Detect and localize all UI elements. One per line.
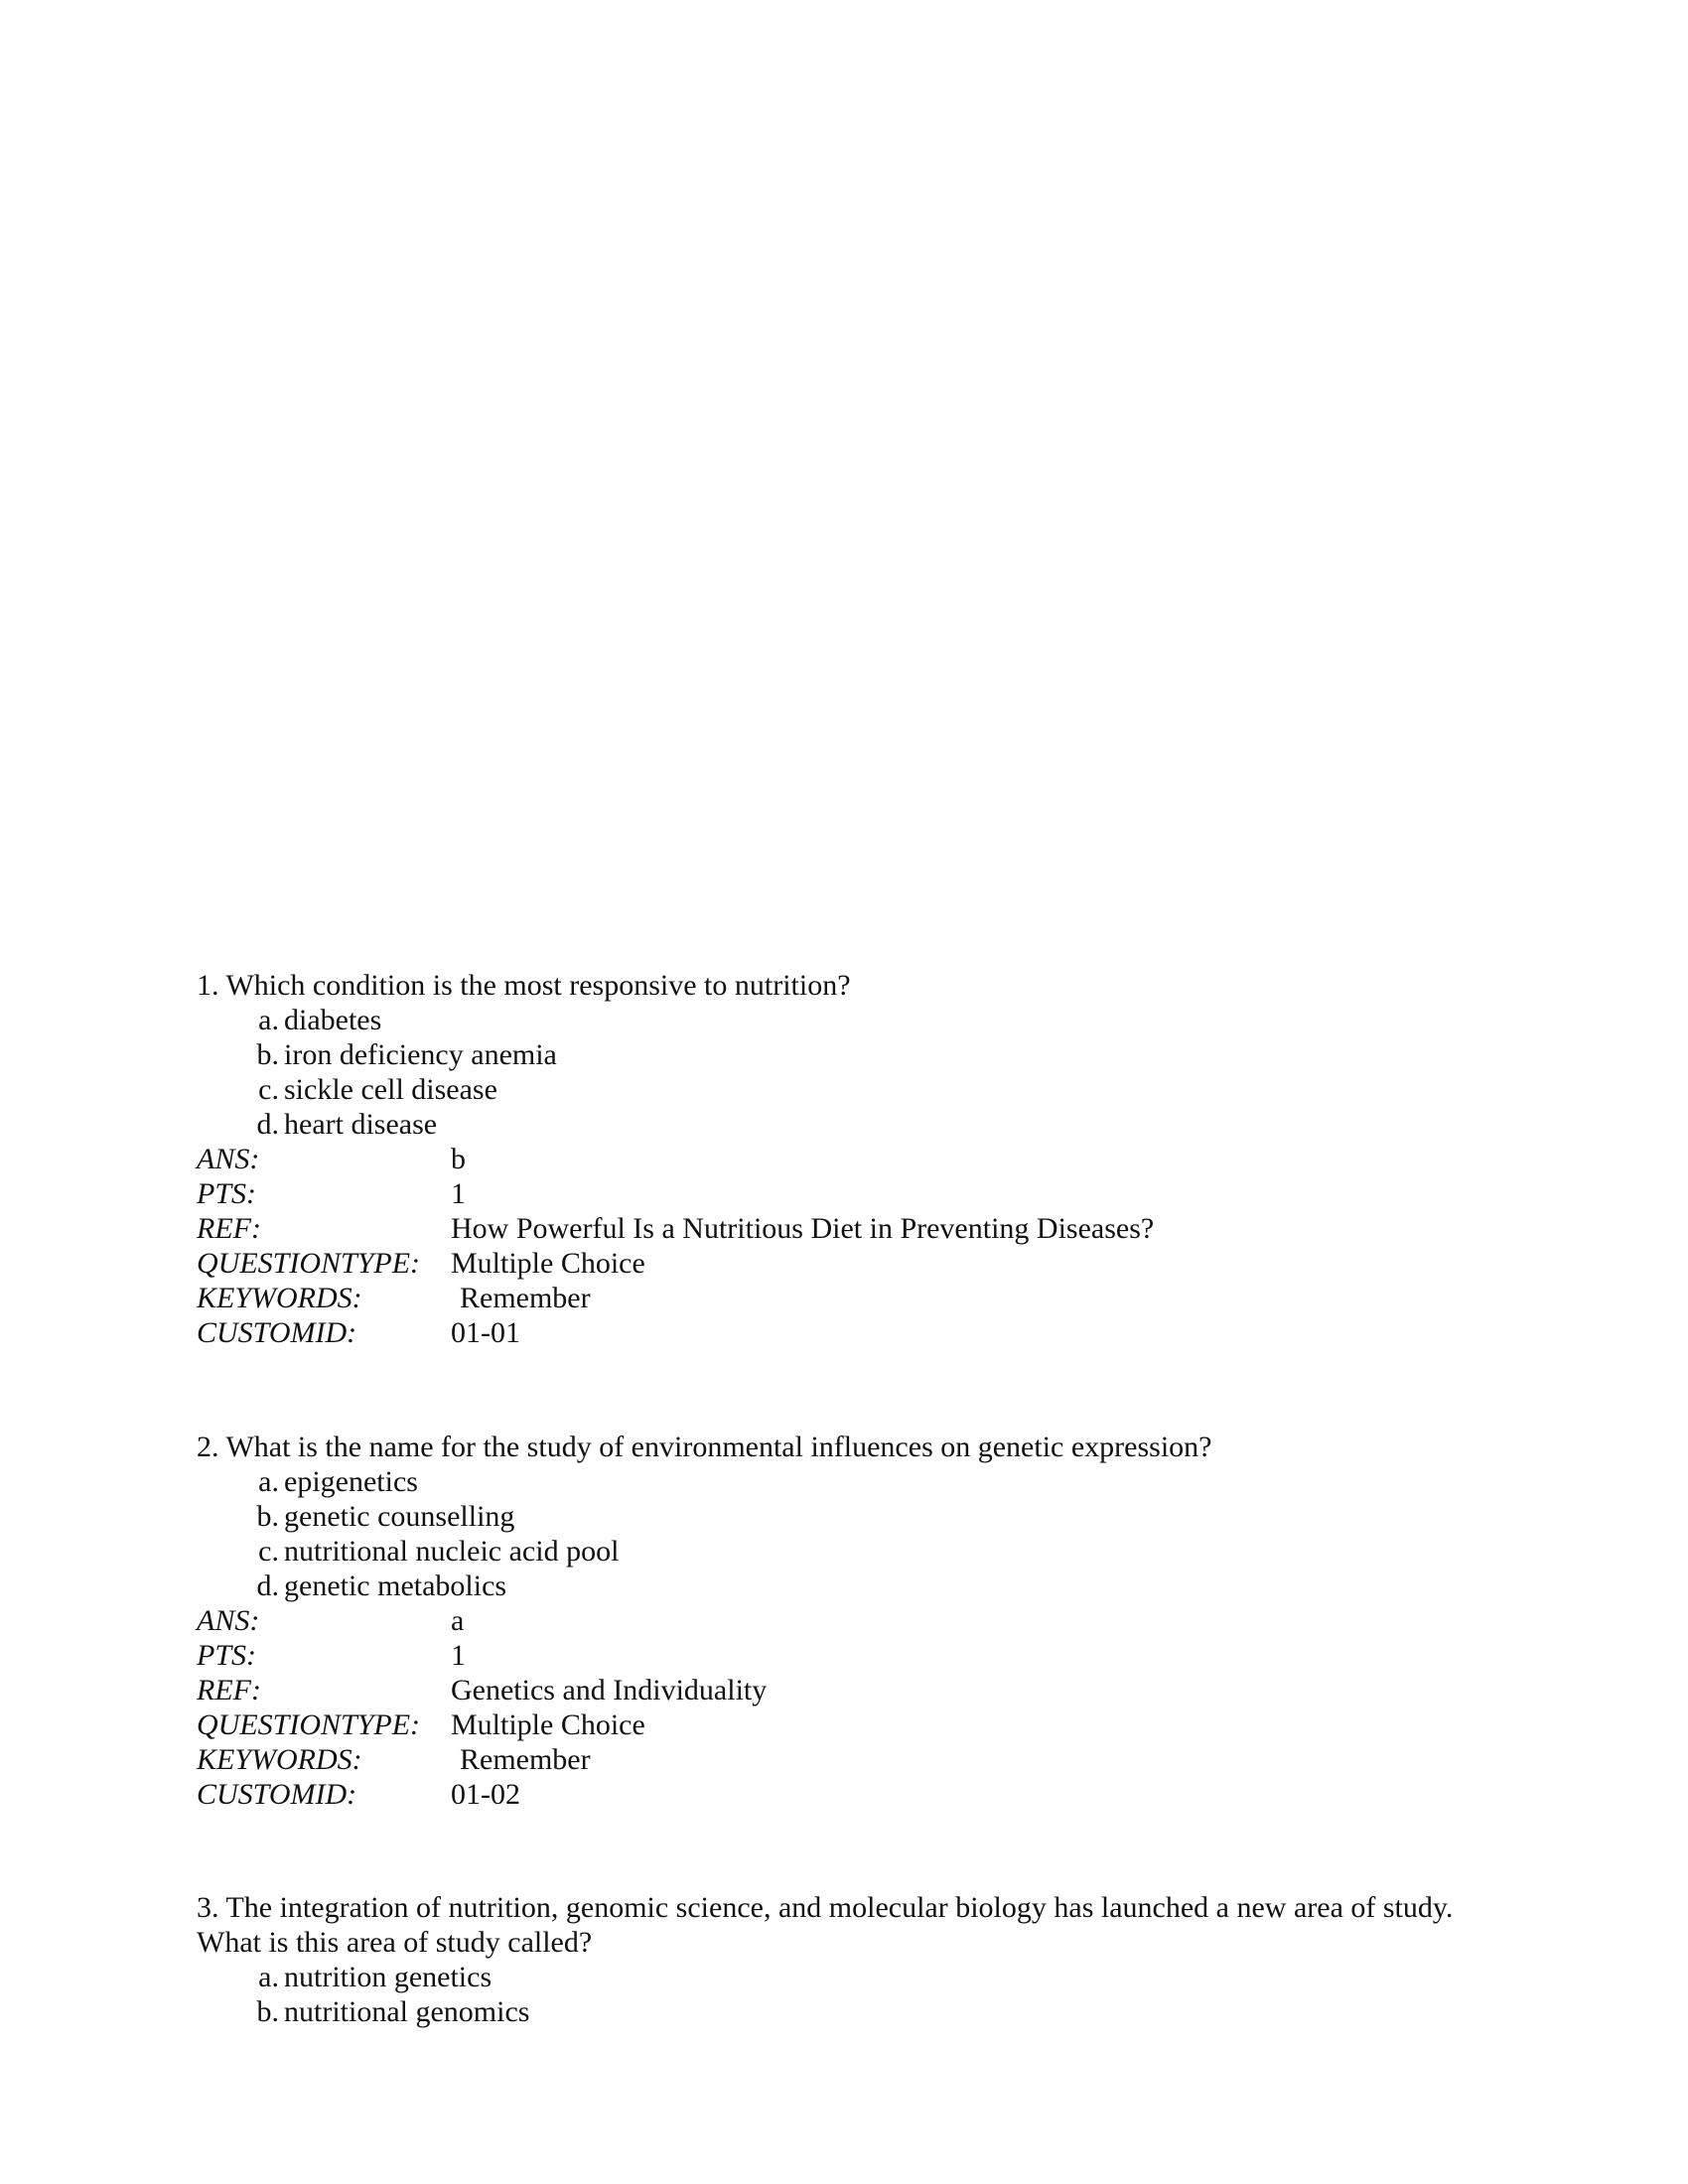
option-text: sickle cell disease (284, 1073, 497, 1106)
answer-option (197, 1003, 1507, 1037)
reference-row (197, 1211, 1507, 1246)
answer-row (197, 1142, 1507, 1176)
answer-option (197, 1072, 1507, 1107)
answer-value: a (451, 1604, 465, 1637)
question-type-row (197, 1707, 1507, 1742)
option-text: epigenetics (284, 1465, 418, 1498)
option-text: genetic metabolics (284, 1570, 507, 1602)
question-type-value: Multiple Choice (451, 1708, 645, 1741)
meta-label: ANS: (197, 1143, 260, 1175)
answer-row (197, 1603, 1507, 1638)
option-letter: b. (256, 1995, 279, 2028)
meta-label: PTS: (197, 1177, 256, 1210)
question-stem: 2. What is the name for the study of environmental influences on genetic expression? (197, 1431, 1212, 1463)
answer-options (197, 1464, 1507, 1603)
meta-label: QUESTIONTYPE: (197, 1247, 421, 1280)
option-letter: b. (256, 1038, 279, 1071)
meta-label: CUSTOMID: (197, 1316, 357, 1349)
points-value: 1 (451, 1177, 466, 1210)
option-letter: c. (258, 1535, 279, 1568)
points-row (197, 1638, 1507, 1673)
question-stem: 3. The integration of nutrition, genomic science, and molecular biology has launched a new area of study. What is this area of study called? (197, 1891, 1461, 1959)
points-value: 1 (451, 1639, 466, 1672)
question-stem: 1. Which condition is the most responsive to nutrition? (197, 969, 851, 1002)
meta-label: ANS: (197, 1604, 260, 1637)
answer-value: b (451, 1143, 466, 1175)
customid-value: 01-01 (451, 1316, 520, 1349)
option-letter: a. (258, 1465, 279, 1498)
option-letter: d. (256, 1570, 279, 1602)
meta-label: CUSTOMID: (197, 1778, 357, 1811)
answer-option (197, 1994, 1507, 2029)
keywords-value: Remember (460, 1282, 591, 1314)
answer-options (197, 1003, 1507, 1142)
meta-label: PTS: (197, 1639, 256, 1672)
option-letter: a. (258, 1961, 279, 1993)
meta-label: KEYWORDS: (197, 1282, 362, 1314)
keywords-row (197, 1281, 1507, 1315)
option-text: nutrition genetics (284, 1961, 492, 1993)
option-letter: a. (258, 1004, 279, 1036)
meta-label: REF: (197, 1674, 261, 1706)
points-row (197, 1176, 1507, 1211)
option-text: iron deficiency anemia (284, 1038, 557, 1071)
option-letter: b. (256, 1500, 279, 1533)
answer-option (197, 1534, 1507, 1569)
meta-label: REF: (197, 1212, 261, 1245)
customid-row (197, 1777, 1507, 1812)
reference-value: Genetics and Individuality (451, 1674, 768, 1706)
answer-option (197, 1464, 1507, 1499)
question-type-value: Multiple Choice (451, 1247, 645, 1280)
option-letter: c. (258, 1073, 279, 1106)
option-text: nutritional nucleic acid pool (284, 1535, 620, 1568)
question-1 (197, 968, 1507, 1350)
question-3 (197, 1890, 1507, 2029)
option-text: diabetes (284, 1004, 382, 1036)
answer-option (197, 1107, 1507, 1142)
question-metadata (197, 1603, 1507, 1812)
customid-row (197, 1315, 1507, 1350)
answer-option (197, 1960, 1507, 1994)
question-type-row (197, 1246, 1507, 1281)
answer-option (197, 1037, 1507, 1072)
meta-label: QUESTIONTYPE: (197, 1708, 421, 1741)
question-metadata (197, 1142, 1507, 1350)
option-text: genetic counselling (284, 1500, 515, 1533)
option-text: heart disease (284, 1108, 438, 1141)
meta-label: KEYWORDS: (197, 1743, 362, 1776)
keywords-row (197, 1742, 1507, 1777)
answer-options (197, 1960, 1507, 2029)
customid-value: 01-02 (451, 1778, 520, 1811)
reference-value: How Powerful Is a Nutritious Diet in Preventing Diseases? (451, 1212, 1155, 1245)
answer-option (197, 1569, 1507, 1603)
option-letter: d. (256, 1108, 279, 1141)
option-text: nutritional genomics (284, 1995, 530, 2028)
reference-row (197, 1673, 1507, 1707)
question-2 (197, 1430, 1507, 1812)
answer-option (197, 1499, 1507, 1534)
keywords-value: Remember (460, 1743, 591, 1776)
